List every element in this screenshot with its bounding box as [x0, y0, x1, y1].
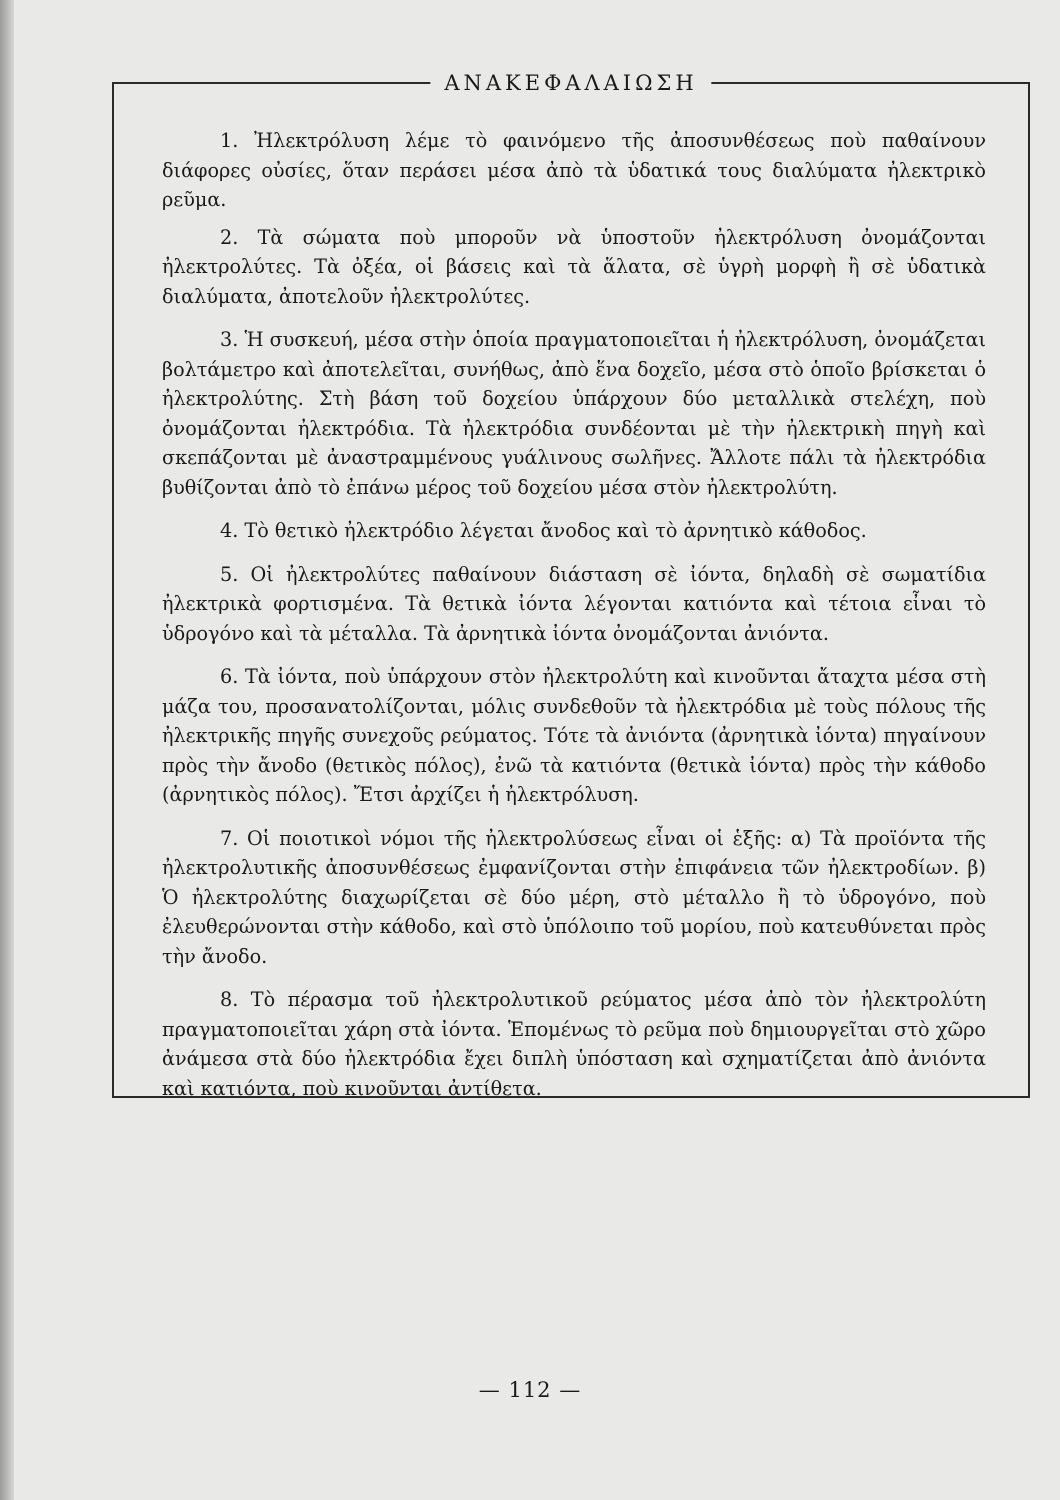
- summary-point-2: 2. Τὰ σώματα ποὺ μποροῦν νὰ ὑποστοῦν ἠλεκτρόλυση ὀνομάζονται ἠλεκτρολύτες. Τὰ ὀξέα, οἱ βάσεις καὶ τὰ ἅλατα, σὲ ὑγρὴ μορφὴ ἢ σὲ ὑδατικὰ διαλύματα, ἀποτελοῦν ἠλεκτρολύτες.: [162, 225, 986, 308]
- summary-point-8: 8. Τὸ πέρασμα τοῦ ἠλεκτρολυτικοῦ ρεύματος μέσα ἀπὸ τὸν ἠλεκτρολύτη πραγματοποιεῖται χάρη στὰ ἰόντα. Ἑπομένως τὸ ρεῦμα ποὺ δημιουργεῖται στὸ χῶρο ἀνάμεσα στὰ δύο ἠλεκτρόδια ἔχει διπλὴ ὑπόσταση καὶ σχηματίζεται ἀπὸ ἀνιόντα καὶ κατιόντα, ποὺ κινοῦνται ἀντίθετα.: [162, 988, 986, 1100]
- summary-point-4: 4. Τὸ θετικὸ ἠλεκτρόδιο λέγεται ἄνοδος καὶ τὸ ἀρνητικὸ κάθοδος.: [220, 519, 867, 542]
- summary-point-7: 7. Οἱ ποιοτικοὶ νόμοι τῆς ἠλεκτρολύσεως εἶναι οἱ ἑξῆς: α) Τὰ προϊόντα τῆς ἠλεκτρολυτικῆς ἀποσυνθέσεως ἐμφανίζονται στὴν ἐπιφάνεια τῶν ἠλεκτροδίων. β) Ὁ ἠλεκτρολύτης διαχωρίζεται σὲ δύο μέρη, στὸ μέταλλο ἢ τὸ ὑδρογόνο, ποὺ ἐλευθερώνονται στὴν κάθοδο, καὶ στὸ ὑπόλοιπο τοῦ μορίου, ποὺ κατευθύνεται πρὸς τὴν ἄνοδο.: [162, 826, 986, 968]
- summary-point-1: 1. Ἠλεκτρόλυση λέμε τὸ φαινόμενο τῆς ἀποσυνθέσεως ποὺ παθαίνουν διάφορες οὐσίες, ὅταν περάσει μέσα ἀπὸ τὰ ὑδατικά τους διαλύματα ἠλεκτρικὸ ρεῦμα.: [162, 129, 986, 211]
- summary-content: [162, 126, 986, 1117]
- summary-point-6: 6. Τὰ ἰόντα, ποὺ ὑπάρχουν στὸν ἠλεκτρολύτη καὶ κινοῦνται ἄταχτα μέσα στὴ μάζα του, προσανατολίζονται, μόλις συνδεθοῦν τὰ ἠλεκτρόδια μὲ τοὺς πόλους τῆς ἠλεκτρικῆς πηγῆς συνεχοῦς ρεύματος. Τότε τὰ ἀνιόντα (ἀρνητικὰ ἰόντα) πηγαίνουν πρὸς τὴν ἄνοδο (θετικὸς πόλος), ἐνῶ τὰ κατιόντα (θετικὰ ἰόντα) πρὸς τὴν κάθοδο (ἀρνητικὸς πόλος). Ἔτσι ἀρχίζει ἡ ἠλεκτρόλυση.: [162, 665, 986, 806]
- page-number: — 112 —: [478, 1378, 582, 1402]
- summary-title: ΑΝΑΚΕΦΑΛΑΙΩΣΗ: [430, 69, 711, 97]
- page-edge: [0, 0, 14, 1500]
- summary-box: [112, 71, 1030, 1100]
- summary-point-5: 5. Οἱ ἠλεκτρολύτες παθαίνουν διάσταση σὲ ἰόντα, δηλαδὴ σὲ σωματίδια ἠλεκτρικὰ φορτισμένα. Τὰ θετικὰ ἰόντα λέγονται κατιόντα καὶ τέτοια εἶναι τὸ ὑδρογόνο καὶ τὰ μέταλλα. Τὰ ἀρνητικὰ ἰόντα ὀνομάζονται ἀνιόντα.: [162, 562, 986, 645]
- summary-point-3: 3. Ἡ συσκευή, μέσα στὴν ὁποία πραγματοποιεῖται ἡ ἠλεκτρόλυση, ὀνομάζεται βολτάμετρο καὶ ἀποτελεῖται, συνήθως, ἀπὸ ἕνα δοχεῖο, μέσα στὸ ὁποῖο βρίσκεται ὁ ἠλεκτρολύτης. Στὴ βάση τοῦ δοχείου ὑπάρχουν δύο μεταλλικὰ στελέχη, ποὺ ὀνομάζονται ἠλεκτρόδια. Τὰ ἠλεκτρόδια συνδέονται μὲ τὴν ἠλεκτρικὴ πηγὴ καὶ σκεπάζονται μὲ ἀναστραμμένους γυάλινους σωλῆνες. Ἄλλοτε πάλι τὰ ἠλεκτρόδια βυθίζονται ἀπὸ τὸ ἐπάνω μέρος τοῦ δοχείου μέσα στὸν ἠλεκτρολύτη.: [162, 328, 986, 499]
